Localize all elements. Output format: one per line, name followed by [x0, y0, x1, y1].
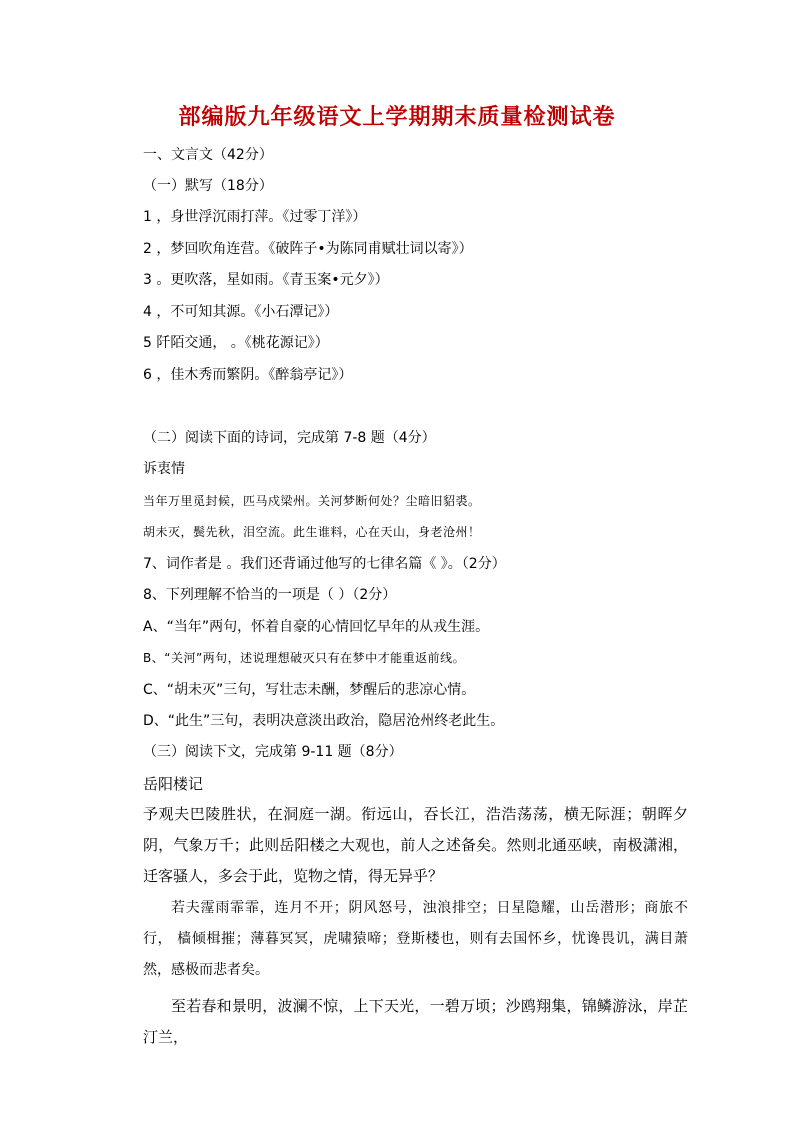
section-heading: 一、文言文（42分）	[143, 147, 273, 163]
dictation-item: 2 ，梦回吹角连营。《破阵子•为陈同甫赋壮词以寄》）	[143, 241, 473, 257]
subsection-heading: （二）阅读下面的诗词，完成第 7-8 题（4分）	[143, 430, 436, 446]
option-a: A、“当年”两句，怀着自豪的心情回忆早年的从戎生涯。	[143, 619, 490, 635]
question-8: 8、下列理解不恰当的一项是（ ）（2分）	[143, 587, 397, 603]
essay-paragraph: 若夫霪雨霏霏，连月不开；阴风怒号，浊浪排空；日星隐耀，山岳潜形；商旅不行， 樯倾楫摧；薄暮冥冥，虎啸猿啼；登斯楼也，则有去国怀乡，忧谗畏讥，满目萧然，感极而悲者矣。	[143, 900, 688, 978]
option-c: C、“胡未灭”三句，写壮志未酬，梦醒后的悲凉心情。	[143, 682, 476, 698]
page-title: 部编版九年级语文上学期期末质量检测试卷	[178, 104, 616, 130]
dictation-item: 5 阡陌交通， 。《桃花源记》）	[143, 335, 329, 351]
dictation-item: 1 ，身世浮沉雨打萍。《过零丁洋》）	[143, 209, 367, 225]
essay-title: 岳阳楼记	[143, 775, 204, 793]
option-b: B、“关河”两句，述说理想破灭只有在梦中才能重返前线。	[143, 651, 466, 665]
option-d: D、“此生”三句，表明决意淡出政治，隐居沧州终老此生。	[143, 713, 505, 729]
subsection-heading: （一）默写（18分）	[143, 178, 273, 194]
essay-paragraph: 至若春和景明，波澜不惊，上下天光，一碧万顷；沙鸥翔集，锦鳞游泳，岸芷汀兰，	[143, 997, 688, 1046]
dictation-item: 3 。更吹落，星如雨。《青玉案•元夕》）	[143, 272, 389, 288]
subsection-heading: （三）阅读下文，完成第 9-11 题（8分）	[143, 744, 403, 760]
essay-paragraph: 予观夫巴陵胜状，在洞庭一湖。衔远山，吞长江，浩浩荡荡，横无际涯；朝晖夕阴，气象万千；此则岳阳楼之大观也，前人之述备矣。然则北通巫峡，南极潇湘，迁客骚人，多会于此，览物之情，得无异乎？	[143, 805, 688, 885]
dictation-item: 6 ，佳木秀而繁阴。《醉翁亭记》）	[143, 367, 353, 383]
poem-title: 诉衷情	[143, 461, 185, 477]
poem-line: 胡未灭，鬓先秋，泪空流。此生谁料，心在天山，身老沧州！	[143, 525, 481, 539]
poem-line: 当年万里觅封候，匹马戍梁州。关河梦断何处？尘暗旧貂裘。	[143, 494, 481, 508]
dictation-item: 4 ，不可知其源。《小石潭记》）	[143, 304, 339, 320]
question-7: 7、词作者是 。我们还背诵过他写的七律名篇《 》。（2分）	[143, 556, 506, 572]
